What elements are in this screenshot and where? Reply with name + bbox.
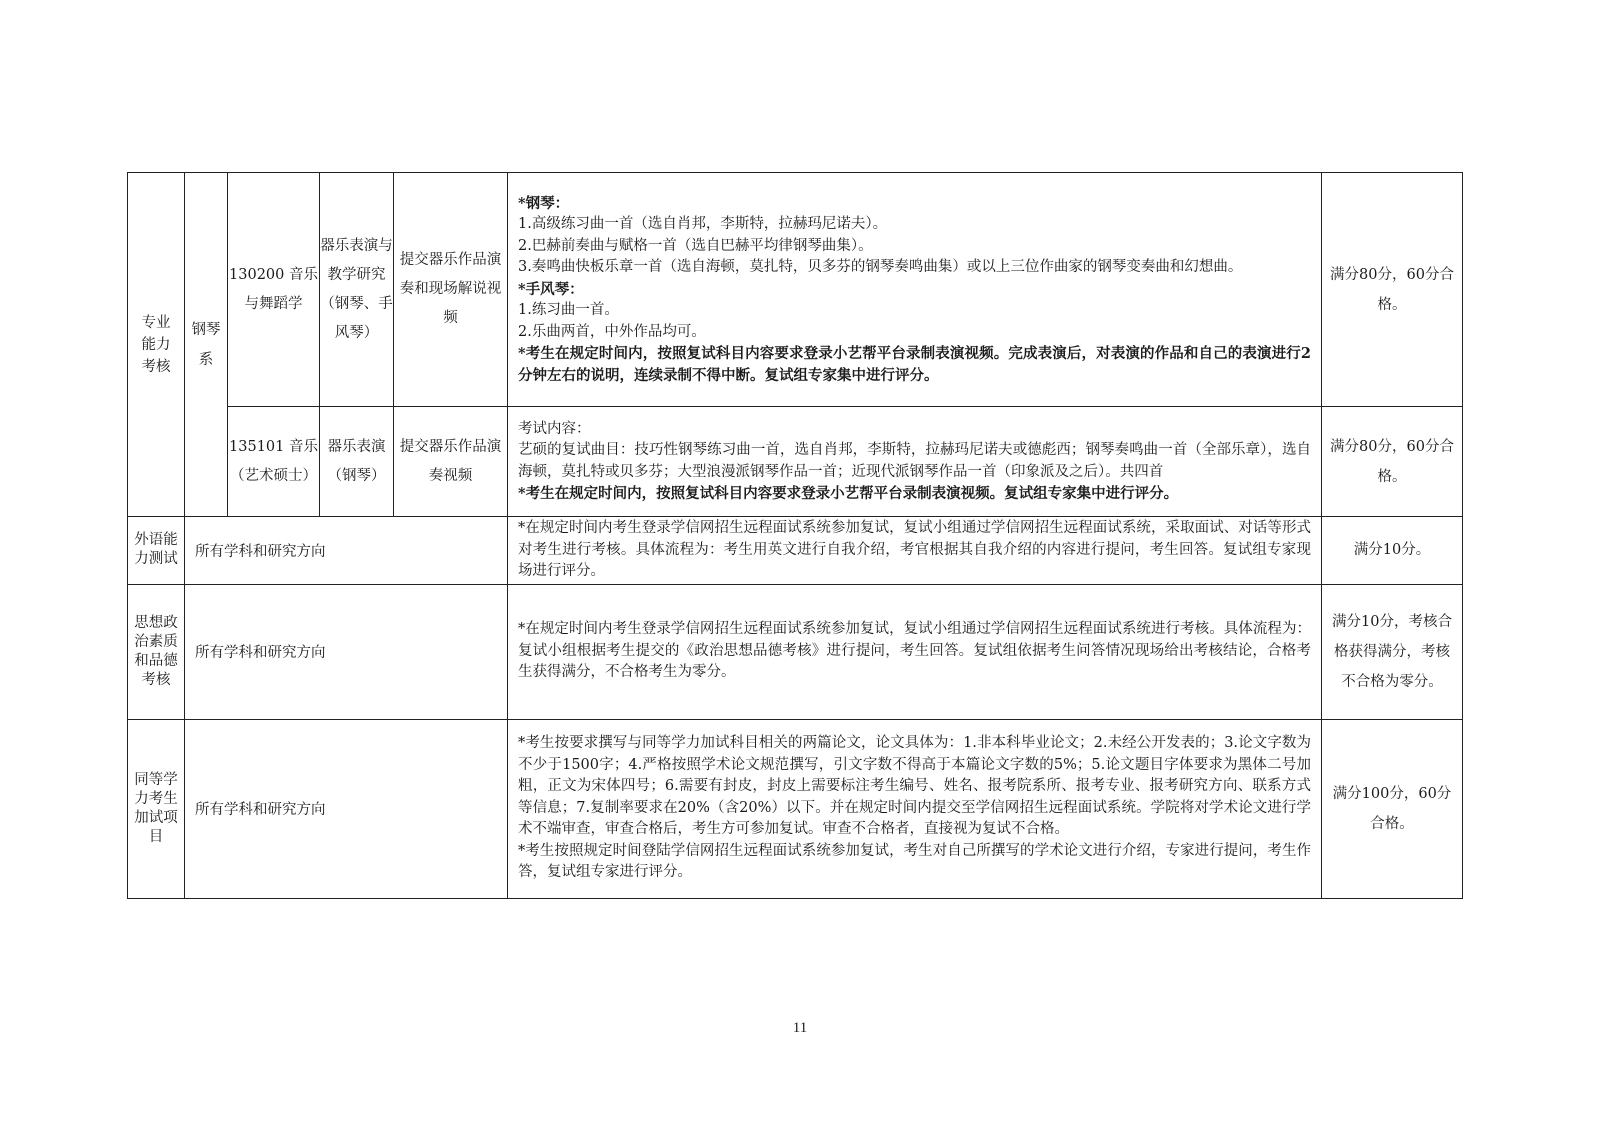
research-direction-cell: 器乐表演（钢琴） — [320, 407, 394, 517]
piano-heading: *钢琴： — [518, 194, 570, 212]
table-row — [128, 719, 1463, 898]
recording-instructions: *考生在规定时间内，按照复试科目内容要求登录小艺帮平台录制表演视频。复试组专家集中进行评分。 — [518, 485, 1179, 502]
exam-content-cell: *在规定时间内考生登录学信网招生远程面试系统参加复试，复试小组通过学信网招生远程面试系统，采取面试、对话等形式对考生进行考核。具体流程为：考生用英文进行自我介绍，考官根据其自我介绍的内容进行提问，考生回答。复试组专家现场进行评分。 — [508, 517, 1322, 585]
page-number: 11 — [792, 1020, 808, 1036]
category-foreign-language: 外语能力测试 — [128, 517, 185, 585]
content-line: 3.奏鸣曲快板乐章一首（选自海顿，莫扎特，贝多芬的钢琴奏鸣曲集）或以上三位作曲家的钢琴变奏曲和幻想曲。 — [518, 259, 1243, 276]
exam-method-cell: 提交器乐作品演奏视频 — [394, 407, 508, 517]
score-cell: 满分10分。 — [1322, 517, 1463, 585]
content-line: 艺硕的复试曲目：技巧性钢琴练习曲一首，选自肖邦，李斯特，拉赫玛尼诺夫或德彪西；钢琴奏鸣曲一首（全部乐章），选自海顿，莫扎特或贝多芬；大型浪漫派钢琴作品一首；近现代派钢琴作品一首（印象派及之后）。共四首 — [518, 442, 1311, 480]
content-line: 2.巴赫前奏曲与赋格一首（选自巴赫平均律钢琴曲集）。 — [518, 237, 873, 254]
content-line: 考试内容： — [518, 420, 591, 437]
accordion-heading: *手风琴： — [518, 280, 584, 298]
exam-content-cell — [508, 407, 1322, 517]
scope-cell: 所有学科和研究方向 — [185, 719, 508, 898]
major-cell: 130200 音乐与舞蹈学 — [228, 173, 320, 407]
department-cell — [185, 173, 228, 517]
table-row — [128, 517, 1463, 585]
content-line: *考生按要求撰写与同等学力加试科目相关的两篇论文，论文具体为：1.非本科毕业论文；2.未经公开发表的；3.论文字数为不少于1500字；4.严格按照学术论文规范撰写，引文字数不得高于本篇论文字数的5%；5.论文题目字体要求为黑体二号加粗，正文为宋体四号；6.需要有封皮，封皮上需要标注考生编号、姓名、报考院系所、报考专业、报考研究方向、联系方式等信息；7.复制率要求在20%（含20%）以下。并在规定时间内提交至学信网招生远程面试系统。学院将对学术论文进行学术不端审查，审查合格后，考生方可参加复试。审查不合格者，直接视为复试不合格。 — [518, 735, 1311, 838]
scope-cell: 所有学科和研究方向 — [185, 517, 508, 585]
content-line: *考生按照规定时间登陆学信网招生远程面试系统参加复试，考生对自己所撰写的学术论文进行介绍，专家进行提问，考生作答，复试组专家进行评分。 — [518, 842, 1311, 881]
table-row — [128, 584, 1463, 719]
score-cell: 满分10分，考核合格获得满分，考核不合格为零分。 — [1322, 584, 1463, 719]
table-row — [128, 407, 1463, 517]
major-cell: 135101 音乐（艺术硕士） — [228, 407, 320, 517]
score-cell: 满分80分，60分合格。 — [1322, 173, 1463, 407]
category-professional-ability: 专业能力考核 — [128, 173, 185, 517]
content-line: 2.乐曲两首，中外作品均可。 — [518, 323, 706, 340]
scope-cell: 所有学科和研究方向 — [185, 584, 508, 719]
exam-method-cell: 提交器乐作品演奏和现场解说视频 — [394, 173, 508, 407]
exam-requirements-table — [127, 172, 1463, 899]
score-cell: 满分80分，60分合格。 — [1322, 407, 1463, 517]
recording-instructions: *考生在规定时间内，按照复试科目内容要求登录小艺帮平台录制表演视频。完成表演后，对表演的作品和自己的表演进行2分钟左右的说明，连续录制不得中断。复试组专家集中进行评分。 — [518, 345, 1311, 384]
exam-content-cell — [508, 719, 1322, 898]
exam-content-cell: *在规定时间内考生登录学信网招生远程面试系统参加复试，复试小组通过学信网招生远程面试系统进行考核。具体流程为：复试小组根据考生提交的《政治思想品德考核》进行提问，考生回答。复试组依据考生问答情况现场给出考核结论，合格考生获得满分，不合格考生为零分。 — [508, 584, 1322, 719]
score-cell: 满分100分，60分合格。 — [1322, 719, 1463, 898]
category-equivalent-education: 同等学力考生加试项目 — [128, 719, 185, 898]
category-political-moral: 思想政治素质和品德考核 — [128, 584, 185, 719]
table-row — [128, 173, 1463, 407]
department-name: 钢琴系 — [191, 321, 221, 368]
content-line: 1.练习曲一首。 — [518, 302, 619, 319]
content-line: 1.高级练习曲一首（选自肖邦，李斯特，拉赫玛尼诺夫）。 — [518, 216, 888, 233]
exam-content-cell — [508, 173, 1322, 407]
research-direction-cell: 器乐表演与教学研究（钢琴、手风琴） — [320, 173, 394, 407]
